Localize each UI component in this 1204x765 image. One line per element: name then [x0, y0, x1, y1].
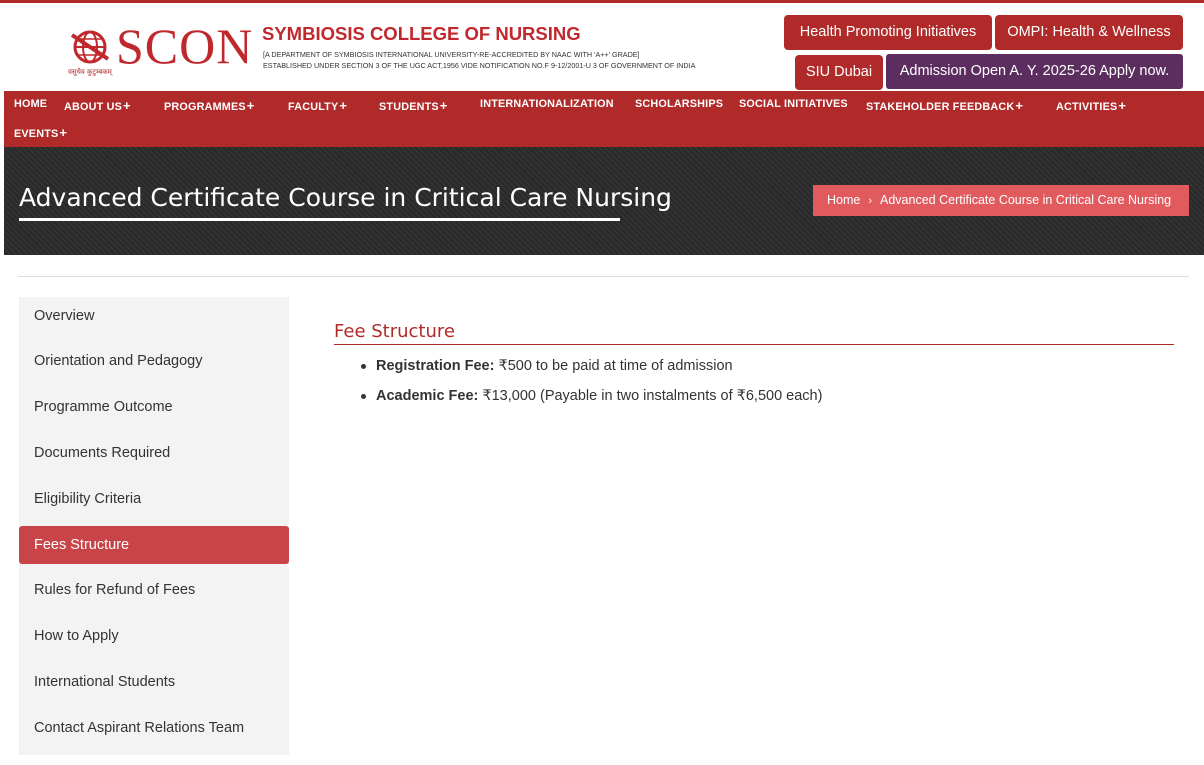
plus-icon[interactable]: +	[122, 98, 131, 113]
plus-icon[interactable]: +	[339, 98, 348, 113]
plus-icon[interactable]: +	[59, 125, 68, 140]
nav-internationalization[interactable]: INTERNATIONALIZATION	[480, 98, 614, 110]
sidebar-item-how-to-apply[interactable]: How to Apply	[34, 628, 119, 644]
sidebar-item-fees-structure[interactable]: Fees Structure	[19, 526, 289, 564]
main-nav	[4, 91, 1204, 147]
admission-open-button[interactable]: Admission Open A. Y. 2025-26 Apply now.	[886, 54, 1183, 89]
breadcrumb-current: Advanced Certificate Course in Critical Care Nursing	[880, 193, 1172, 207]
logo-tagline: वसुधैव कुटुम्बकम्	[68, 68, 112, 76]
sidebar-item-eligibility[interactable]: Eligibility Criteria	[34, 491, 142, 507]
list-item	[358, 356, 822, 386]
nav-students[interactable]	[379, 98, 448, 113]
ompi-wellness-button[interactable]: OMPI: Health & Wellness	[995, 15, 1183, 50]
logo-wordmark[interactable]: SCON	[116, 18, 254, 74]
fee-value: ₹13,000 (Payable in two instalments of ₹6,500 each)	[478, 388, 823, 404]
college-name: SYMBIOSIS COLLEGE OF NURSING	[262, 23, 581, 44]
globe-logo-icon[interactable]	[70, 25, 110, 71]
nav-programmes[interactable]	[164, 98, 255, 113]
nav-home-label: HOME	[14, 98, 48, 110]
nav-stakeholder-feedback[interactable]	[866, 98, 1023, 113]
nav-faculty[interactable]	[288, 98, 347, 113]
fee-label: Registration Fee:	[376, 358, 495, 374]
sidebar-item-programme-outcome[interactable]: Programme Outcome	[34, 399, 173, 415]
nav-about-us[interactable]	[64, 98, 131, 113]
chevron-right-icon: ›	[868, 195, 873, 207]
section-heading: Fee Structure	[334, 321, 455, 342]
breadcrumb	[813, 185, 1189, 216]
fee-value: ₹500 to be paid at time of admission	[494, 358, 733, 374]
course-sidebar	[19, 297, 289, 755]
nav-activities[interactable]	[1056, 98, 1126, 113]
plus-icon[interactable]: +	[246, 98, 255, 113]
sidebar-item-international[interactable]: International Students	[34, 674, 176, 690]
section-divider	[18, 276, 1189, 277]
plus-icon[interactable]: +	[1015, 98, 1024, 113]
siu-dubai-button[interactable]: SIU Dubai	[795, 55, 883, 90]
nav-students-label: STUDENTS	[379, 101, 439, 113]
nav-social-initiatives[interactable]: SOCIAL INITIATIVES	[739, 98, 848, 110]
site-header	[0, 3, 1204, 91]
fee-list	[358, 356, 822, 416]
page-title: Advanced Certificate Course in Critical Care Nursing	[19, 183, 672, 212]
title-underline	[19, 218, 620, 221]
nav-activities-label: ACTIVITIES	[1056, 101, 1118, 113]
page-banner	[4, 147, 1204, 255]
nav-about-label: ABOUT US	[64, 101, 122, 113]
sidebar-item-overview[interactable]: Overview	[34, 308, 95, 324]
health-promoting-button[interactable]: Health Promoting Initiatives	[784, 15, 992, 50]
plus-icon[interactable]: +	[1118, 98, 1127, 113]
nav-home[interactable]	[14, 98, 47, 110]
sidebar-item-orientation[interactable]: Orientation and Pedagogy	[34, 353, 203, 369]
breadcrumb-home-link[interactable]: Home	[827, 193, 861, 207]
nav-events[interactable]	[14, 125, 67, 140]
nav-faculty-label: FACULTY	[288, 101, 339, 113]
sidebar-item-documents[interactable]: Documents Required	[34, 445, 171, 461]
list-item	[358, 386, 822, 416]
heading-rule	[334, 344, 1174, 345]
sidebar-item-contact[interactable]: Contact Aspirant Relations Team	[34, 720, 245, 736]
accreditation-text: [A DEPARTMENT OF SYMBIOSIS INTERNATIONAL UNIVERSITY-RE-ACCREDITED BY NAAC WITH 'A++' GRADE]	[263, 50, 640, 59]
nav-scholarships[interactable]: SCHOLARSHIPS	[635, 98, 724, 110]
fee-label: Academic Fee:	[376, 388, 479, 404]
sidebar-item-refund-rules[interactable]: Rules for Refund of Fees	[34, 582, 196, 598]
plus-icon[interactable]: +	[439, 98, 448, 113]
nav-events-label: EVENTS	[14, 128, 59, 140]
establishment-text: ESTABLISHED UNDER SECTION 3 OF THE UGC ACT,1956 VIDE NOTIFICATION NO.F 9-12/2001-U 3 OF GOVERNMENT OF INDIA	[263, 61, 696, 70]
nav-programmes-label: PROGRAMMES	[164, 101, 246, 113]
nav-stakeholder-label: STAKEHOLDER FEEDBACK	[866, 101, 1015, 113]
